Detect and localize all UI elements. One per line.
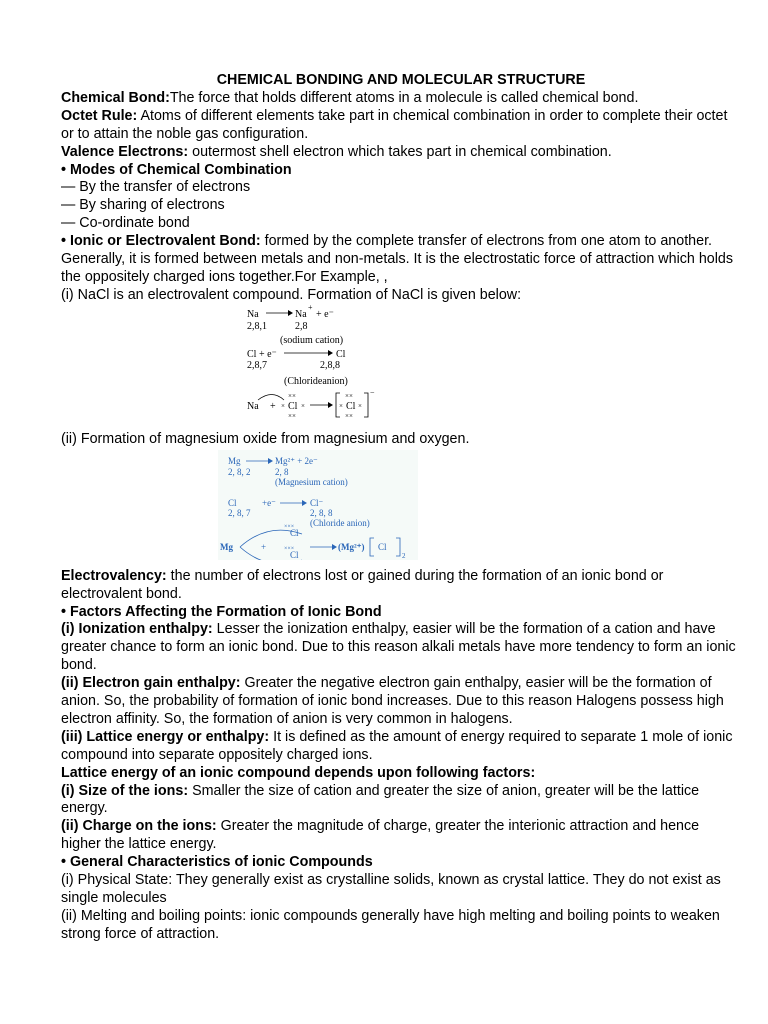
definition-text: the number of electrons lost or gained during the formation of an ionic bond or electrovalent bond. bbox=[61, 567, 664, 602]
term: • Ionic or Electrovalent Bond: bbox=[61, 233, 261, 250]
fig-label: 2,8,1 bbox=[247, 320, 267, 332]
definition-text: formed by the complete transfer of electrons from one atom to another. Generally, it is formed between metals and non-metals. It is the electrostatic force of attraction which holds the oppositely charged ions together.For Example, , bbox=[61, 233, 734, 285]
heading-text: • Factors Affecting the Formation of Ionic Bond bbox=[61, 603, 382, 620]
list-item: — By sharing of electrons bbox=[61, 197, 225, 214]
fig-label: 2,8 bbox=[295, 320, 308, 332]
fig-label: Cl bbox=[346, 400, 356, 412]
fig-label: Cl bbox=[288, 400, 298, 412]
list-item: — Co-ordinate bond bbox=[61, 215, 190, 232]
fig-label: Cl bbox=[336, 348, 346, 360]
svg-text:××: ×× bbox=[345, 411, 353, 420]
nacl-formation-figure bbox=[244, 305, 741, 431]
fig-label: 2,8,8 bbox=[320, 359, 340, 371]
fig-label: Na bbox=[247, 400, 259, 412]
charge-on-ions-factor bbox=[61, 818, 741, 854]
term: Octet Rule: bbox=[61, 107, 138, 124]
lattice-energy-factor bbox=[61, 729, 741, 765]
fig-label: Mg²⁺ + 2e⁻ bbox=[275, 455, 318, 466]
fig-label: Cl⁻ bbox=[310, 497, 324, 508]
fig-label: Cl bbox=[228, 497, 237, 508]
definition-text: The force that holds different atoms in a molecule is called chemical bond. bbox=[169, 89, 639, 106]
fig-label: + bbox=[270, 400, 276, 412]
fig-label: (sodium cation) bbox=[280, 334, 344, 346]
fig-label: 2, 8, 2 bbox=[228, 466, 251, 477]
ionization-enthalpy-factor bbox=[61, 621, 741, 675]
list-item: — By the transfer of electrons bbox=[61, 179, 251, 196]
term: Electrovalency: bbox=[61, 567, 167, 584]
svg-text:××: ×× bbox=[345, 391, 353, 400]
fig-label: 2, 8 bbox=[275, 466, 289, 477]
electron-gain-enthalpy-factor bbox=[61, 675, 741, 729]
valence-electrons-definition bbox=[61, 144, 741, 162]
svg-text:××: ×× bbox=[288, 391, 296, 400]
heading-text: • Modes of Chemical Combination bbox=[61, 161, 292, 178]
svg-text:×××: ××× bbox=[284, 545, 295, 552]
mgo-formation-figure bbox=[218, 450, 741, 567]
definition-text: outermost shell electron which takes part in chemical combination. bbox=[188, 143, 612, 160]
svg-text:−: − bbox=[370, 387, 375, 397]
fig-label: 2,8,7 bbox=[247, 359, 267, 371]
fig-label: (Chloride anion) bbox=[310, 517, 370, 528]
fig-label: + e⁻ bbox=[316, 308, 334, 320]
fig-label: 2, 8, 7 bbox=[228, 507, 251, 518]
fig-label: (Chlorideanion) bbox=[284, 375, 348, 387]
fig-label: Cl + e⁻ bbox=[247, 348, 277, 360]
factors-heading bbox=[61, 604, 741, 622]
fig-label: Na bbox=[295, 308, 307, 320]
fig-label: (Mg²⁺) bbox=[338, 541, 365, 552]
size-of-ions-factor bbox=[61, 783, 741, 819]
svg-text:×: × bbox=[301, 401, 305, 410]
term: (ii) Charge on the ions: bbox=[61, 818, 217, 835]
fig-label: Cl bbox=[378, 541, 387, 552]
definition-text: Atoms of different elements take part in chemical combination in order to complete their octet or to attain the noble gas configuration. bbox=[61, 107, 728, 142]
nacl-diagram bbox=[244, 305, 384, 429]
fig-label: 2, 8, 8 bbox=[310, 507, 333, 518]
electrovalency-definition bbox=[61, 568, 741, 604]
fig-label: (Magnesium cation) bbox=[275, 476, 348, 487]
term: (iii) Lattice energy or enthalpy: bbox=[61, 728, 270, 745]
term: Valence Electrons: bbox=[61, 143, 189, 160]
definition-text: Greater the magnitude of charge, greater the interionic attraction and hence higher the lattice energy. bbox=[61, 818, 700, 853]
svg-text:×: × bbox=[358, 401, 362, 410]
svg-text:××: ×× bbox=[288, 411, 296, 420]
term: (i) Size of the ions: bbox=[61, 782, 189, 799]
nacl-intro: (i) NaCl is an electrovalent compound. Formation of NaCl is given below: bbox=[61, 286, 522, 303]
mgo-intro: (ii) Formation of magnesium oxide from magnesium and oxygen. bbox=[61, 430, 470, 447]
ionic-bond-definition bbox=[61, 233, 741, 287]
svg-text:×: × bbox=[281, 401, 285, 410]
modes-heading bbox=[61, 162, 741, 180]
term: (i) Ionization enthalpy: bbox=[61, 621, 213, 638]
svg-text:×××: ××× bbox=[284, 523, 295, 530]
definition-text: Lesser the ionization enthalpy, easier will be the formation of a cation and have greater chance to form an ionic bond. Due to this reason alkali metals have more tendency to form an ionic bond. bbox=[61, 621, 736, 674]
term: (ii) Electron gain enthalpy: bbox=[61, 675, 241, 692]
melting-point-item: (ii) Melting and boiling points: ionic compounds generally have high melting and boiling points to weaken strong force of attraction. bbox=[61, 907, 720, 942]
octet-rule-definition bbox=[61, 108, 741, 144]
chemical-bond-definition bbox=[61, 90, 741, 108]
definition-text: Smaller the size of cation and greater the size of anion, greater will be the lattice energy. bbox=[61, 782, 700, 817]
definition-text: Greater the negative electron gain enthalpy, easier will be the formation of anion. So, the probability of formation of ionic bond increases. Due to this reason Halogens possess high electron affinity. So, the formation of anion is very common in halogens. bbox=[61, 675, 724, 727]
physical-state-item: (i) Physical State: They generally exist as crystalline solids, known as crystal lattice. They do not exist as single molecules bbox=[61, 872, 721, 906]
fig-label: Mg bbox=[228, 455, 241, 466]
mgo-diagram bbox=[218, 450, 418, 560]
lattice-factors-heading bbox=[61, 765, 741, 783]
heading-text: Lattice energy of an ionic compound depends upon following factors: bbox=[61, 764, 536, 781]
svg-text:×: × bbox=[339, 401, 343, 410]
page-title: CHEMICAL BONDING AND MOLECULAR STRUCTURE bbox=[216, 72, 586, 88]
fig-label: Mg bbox=[220, 541, 233, 552]
fig-label: + bbox=[261, 541, 267, 552]
general-characteristics-heading bbox=[61, 854, 741, 872]
term: Chemical Bond: bbox=[61, 89, 170, 106]
document-page bbox=[61, 72, 741, 944]
fig-label: Cl bbox=[290, 549, 299, 560]
heading-text: • General Characteristics of ionic Compounds bbox=[61, 854, 373, 871]
fig-label: Na bbox=[247, 308, 259, 320]
definition-text: It is defined as the amount of energy required to separate 1 mole of ionic compound into separate oppositely charged ions. bbox=[61, 728, 733, 763]
svg-text:+: + bbox=[308, 304, 313, 312]
fig-label: 2 bbox=[402, 551, 406, 560]
fig-label: Cl bbox=[290, 527, 299, 538]
fig-label: +e⁻ bbox=[262, 497, 276, 508]
